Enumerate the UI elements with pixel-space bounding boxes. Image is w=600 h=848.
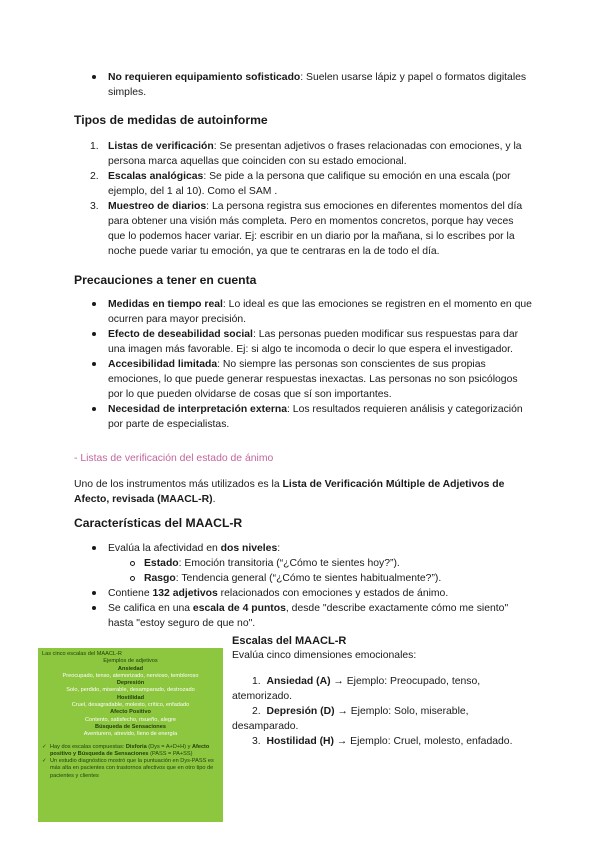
- figure-row-examples: Preocupado, tenso, atemorizado, nervioso, tembloroso: [62, 672, 199, 679]
- scales-intro: Evalúa cinco dimensiones emocionales:: [232, 650, 417, 661]
- figure-row-examples: Cruel, desagradable, molesto, crítico, enfadado: [71, 702, 190, 709]
- instruments-text: Uno de los instrumentos más utilizados es la: [74, 479, 283, 490]
- figure-note-text: Un estudio diagnóstico mostró que la puntuación en Dys-PASS es más alta en pacientes con trastornos afectivos que en otro tipo de pacientes y clientes: [50, 758, 214, 779]
- type-bold: Escalas analógicas: [108, 171, 204, 182]
- figure-title: Las cinco escalas del MAACL-R: [42, 651, 122, 657]
- type-item: [90, 199, 526, 259]
- figure-note-text: Hay dos escalas compuestas:: [50, 743, 126, 750]
- scale-item: [232, 674, 532, 704]
- type-number: 1.: [90, 141, 99, 152]
- instruments-paragraph: [74, 477, 534, 507]
- scale-number: 2.: [252, 706, 261, 717]
- precaution-item: [108, 297, 532, 327]
- scale-bold: Depresión (D): [266, 706, 335, 717]
- figure-row-label: Ansiedad: [117, 665, 144, 672]
- scale-text: → Ejemplo: Solo, miserable, desamparado.: [232, 706, 469, 732]
- type-number: 2.: [90, 171, 99, 182]
- feature-item: [108, 586, 528, 601]
- feature-text: Evalúa la afectividad en: [108, 543, 221, 554]
- precautions-heading: Precauciones a tener en cuenta: [74, 273, 257, 287]
- precaution-text: : Los resultados requieren análisis y categorización por parte de especialistas.: [108, 404, 523, 430]
- type-item: [90, 139, 526, 169]
- precaution-item: [108, 402, 532, 432]
- figure-note: [42, 744, 219, 759]
- scale-number: 3.: [252, 736, 261, 747]
- scale-item: [232, 704, 532, 734]
- feature-bold: escala de 4 puntos: [192, 603, 286, 614]
- maacl-scales-figure: [38, 648, 223, 822]
- scale-item: [232, 734, 532, 749]
- scales-list: [232, 674, 532, 749]
- precaution-text: : No siempre las personas son conscientes de sus propias emociones, lo que puede generar respuestas inexactas. Las personas no son psicólogos por lo que pueden olvidarse de cosas que sí son importantes.: [108, 359, 518, 400]
- feature-sub-bold: Rasgo: [144, 573, 176, 584]
- features-list: [108, 541, 528, 631]
- instruments-bold: Lista de Verificación Múltiple de Adjetivos de Afecto, revisada (MAACL-R): [74, 479, 505, 505]
- figure-row-examples: Aventurero, atrevido, lleno de energía: [83, 731, 178, 738]
- figure-row-label: Hostilidad: [116, 694, 145, 701]
- figure-row-label: Búsqueda de Sensaciones: [95, 723, 166, 730]
- precaution-item: [108, 327, 532, 357]
- figure-note-bold: Disforia: [125, 743, 147, 750]
- precaution-text: : Lo ideal es que las emociones se registren en el momento en que ocurren para mayor precisión.: [108, 299, 532, 325]
- types-list: [90, 139, 526, 259]
- scale-text: → Ejemplo: Preocupado, tenso, atemorizado.: [232, 676, 481, 702]
- feature-bold: 132 adjetivos: [152, 588, 218, 599]
- figure-note-text: (PASS = PA+SS): [148, 750, 193, 757]
- figure-row: [42, 680, 219, 695]
- intro-bullet-bold: No requieren equipamiento sofisticado: [108, 72, 301, 83]
- type-text: : Se presentan adjetivos o frases relacionadas con emociones, y la persona marca aquellas que coinciden con su estado emocional.: [108, 141, 522, 167]
- section-title: - Listas de verificación del estado de ánimo: [74, 453, 274, 464]
- feature-item: [108, 601, 528, 631]
- feature-sub-text: : Emoción transitoria (“¿Cómo te sientes hoy?”).: [178, 558, 400, 569]
- figure-row: [42, 709, 219, 724]
- type-bold: Muestreo de diarios: [108, 201, 207, 212]
- precaution-bold: Medidas en tiempo real: [108, 299, 223, 310]
- precaution-item: [108, 357, 532, 402]
- precaution-text: : Las personas pueden modificar sus respuestas para dar una imagen más favorable. Ej: si algo te incomoda o decir lo que espera el investigador.: [108, 329, 519, 355]
- precaution-bold: Efecto de deseabilidad social: [108, 329, 253, 340]
- scale-bold: Ansiedad (A): [266, 676, 331, 687]
- type-text: : Se pide a la persona que califique su emoción en una escala (por ejemplo, del 1 al 10). Como el SAM .: [108, 171, 511, 197]
- instruments-end: .: [212, 494, 216, 505]
- precaution-bold: Necesidad de interpretación externa: [108, 404, 288, 415]
- figure-row-examples: Contento, satisfecho, risueño, alegre: [84, 716, 177, 723]
- feature-bold: dos niveles: [220, 543, 278, 554]
- intro-bullet-list: [108, 70, 528, 100]
- intro-bullet: [108, 70, 528, 100]
- figure-note-text: (Dys = A+D+H) y: [146, 743, 192, 750]
- type-text: : La persona registra sus emociones en diferentes momentos del día para obtener una visión más completa. Pero en momentos concretos, porque hay veces que lo podemos hacer variar. Ej: escribir en un diario por la mañana, si lo escribes por la noche puede variar tu emoción, ya que te centraras en la de todo el día.: [108, 201, 523, 257]
- type-number: 3.: [90, 201, 99, 212]
- feature-end: , desde "describe exactamente cómo me siento" hasta "estoy seguro de que no".: [108, 603, 509, 629]
- figure-row: [42, 666, 219, 681]
- type-bold: Listas de verificación: [108, 141, 214, 152]
- feature-sub-text: : Tendencia general (“¿Cómo te sientes habitualmente?”).: [175, 573, 442, 584]
- types-heading: Tipos de medidas de autoinforme: [74, 113, 268, 127]
- precautions-list: [108, 297, 532, 432]
- scale-number: 1.: [252, 676, 261, 687]
- feature-sub-item: [144, 571, 528, 586]
- feature-sub-bold: Estado: [144, 558, 179, 569]
- feature-text: Se califica en una: [108, 603, 193, 614]
- precaution-bold: Accesibilidad limitada: [108, 359, 218, 370]
- feature-text: Contiene: [108, 588, 153, 599]
- figure-row: [42, 695, 219, 710]
- figure-row-label: Depresión: [116, 680, 145, 687]
- scale-bold: Hostilidad (H): [266, 736, 334, 747]
- figure-row-examples: Solo, perdido, miserable, desamparado, destrozado: [66, 687, 195, 694]
- figure-note-bold: Afecto positivo y Búsqueda de Sensaciones: [50, 743, 210, 757]
- figure-row: [42, 724, 219, 739]
- features-heading: Características del MAACL-R: [74, 516, 243, 530]
- feature-item: [108, 541, 528, 556]
- figure-subtitle: Ejemplos de adjetivos: [103, 658, 158, 665]
- figure-row-label: Afecto Positivo: [110, 709, 151, 716]
- feature-sub-item: [144, 556, 528, 571]
- scale-text: → Ejemplo: Cruel, molesto, enfadado.: [334, 736, 513, 747]
- feature-end: relacionados con emociones y estados de ánimo.: [217, 588, 449, 599]
- type-item: [90, 169, 526, 199]
- feature-end: :: [277, 543, 281, 554]
- intro-bullet-text: : Suelen usarse lápiz y papel o formatos digitales simples.: [108, 72, 527, 98]
- figure-note: [42, 758, 219, 780]
- scales-heading: Escalas del MAACL-R: [232, 635, 347, 647]
